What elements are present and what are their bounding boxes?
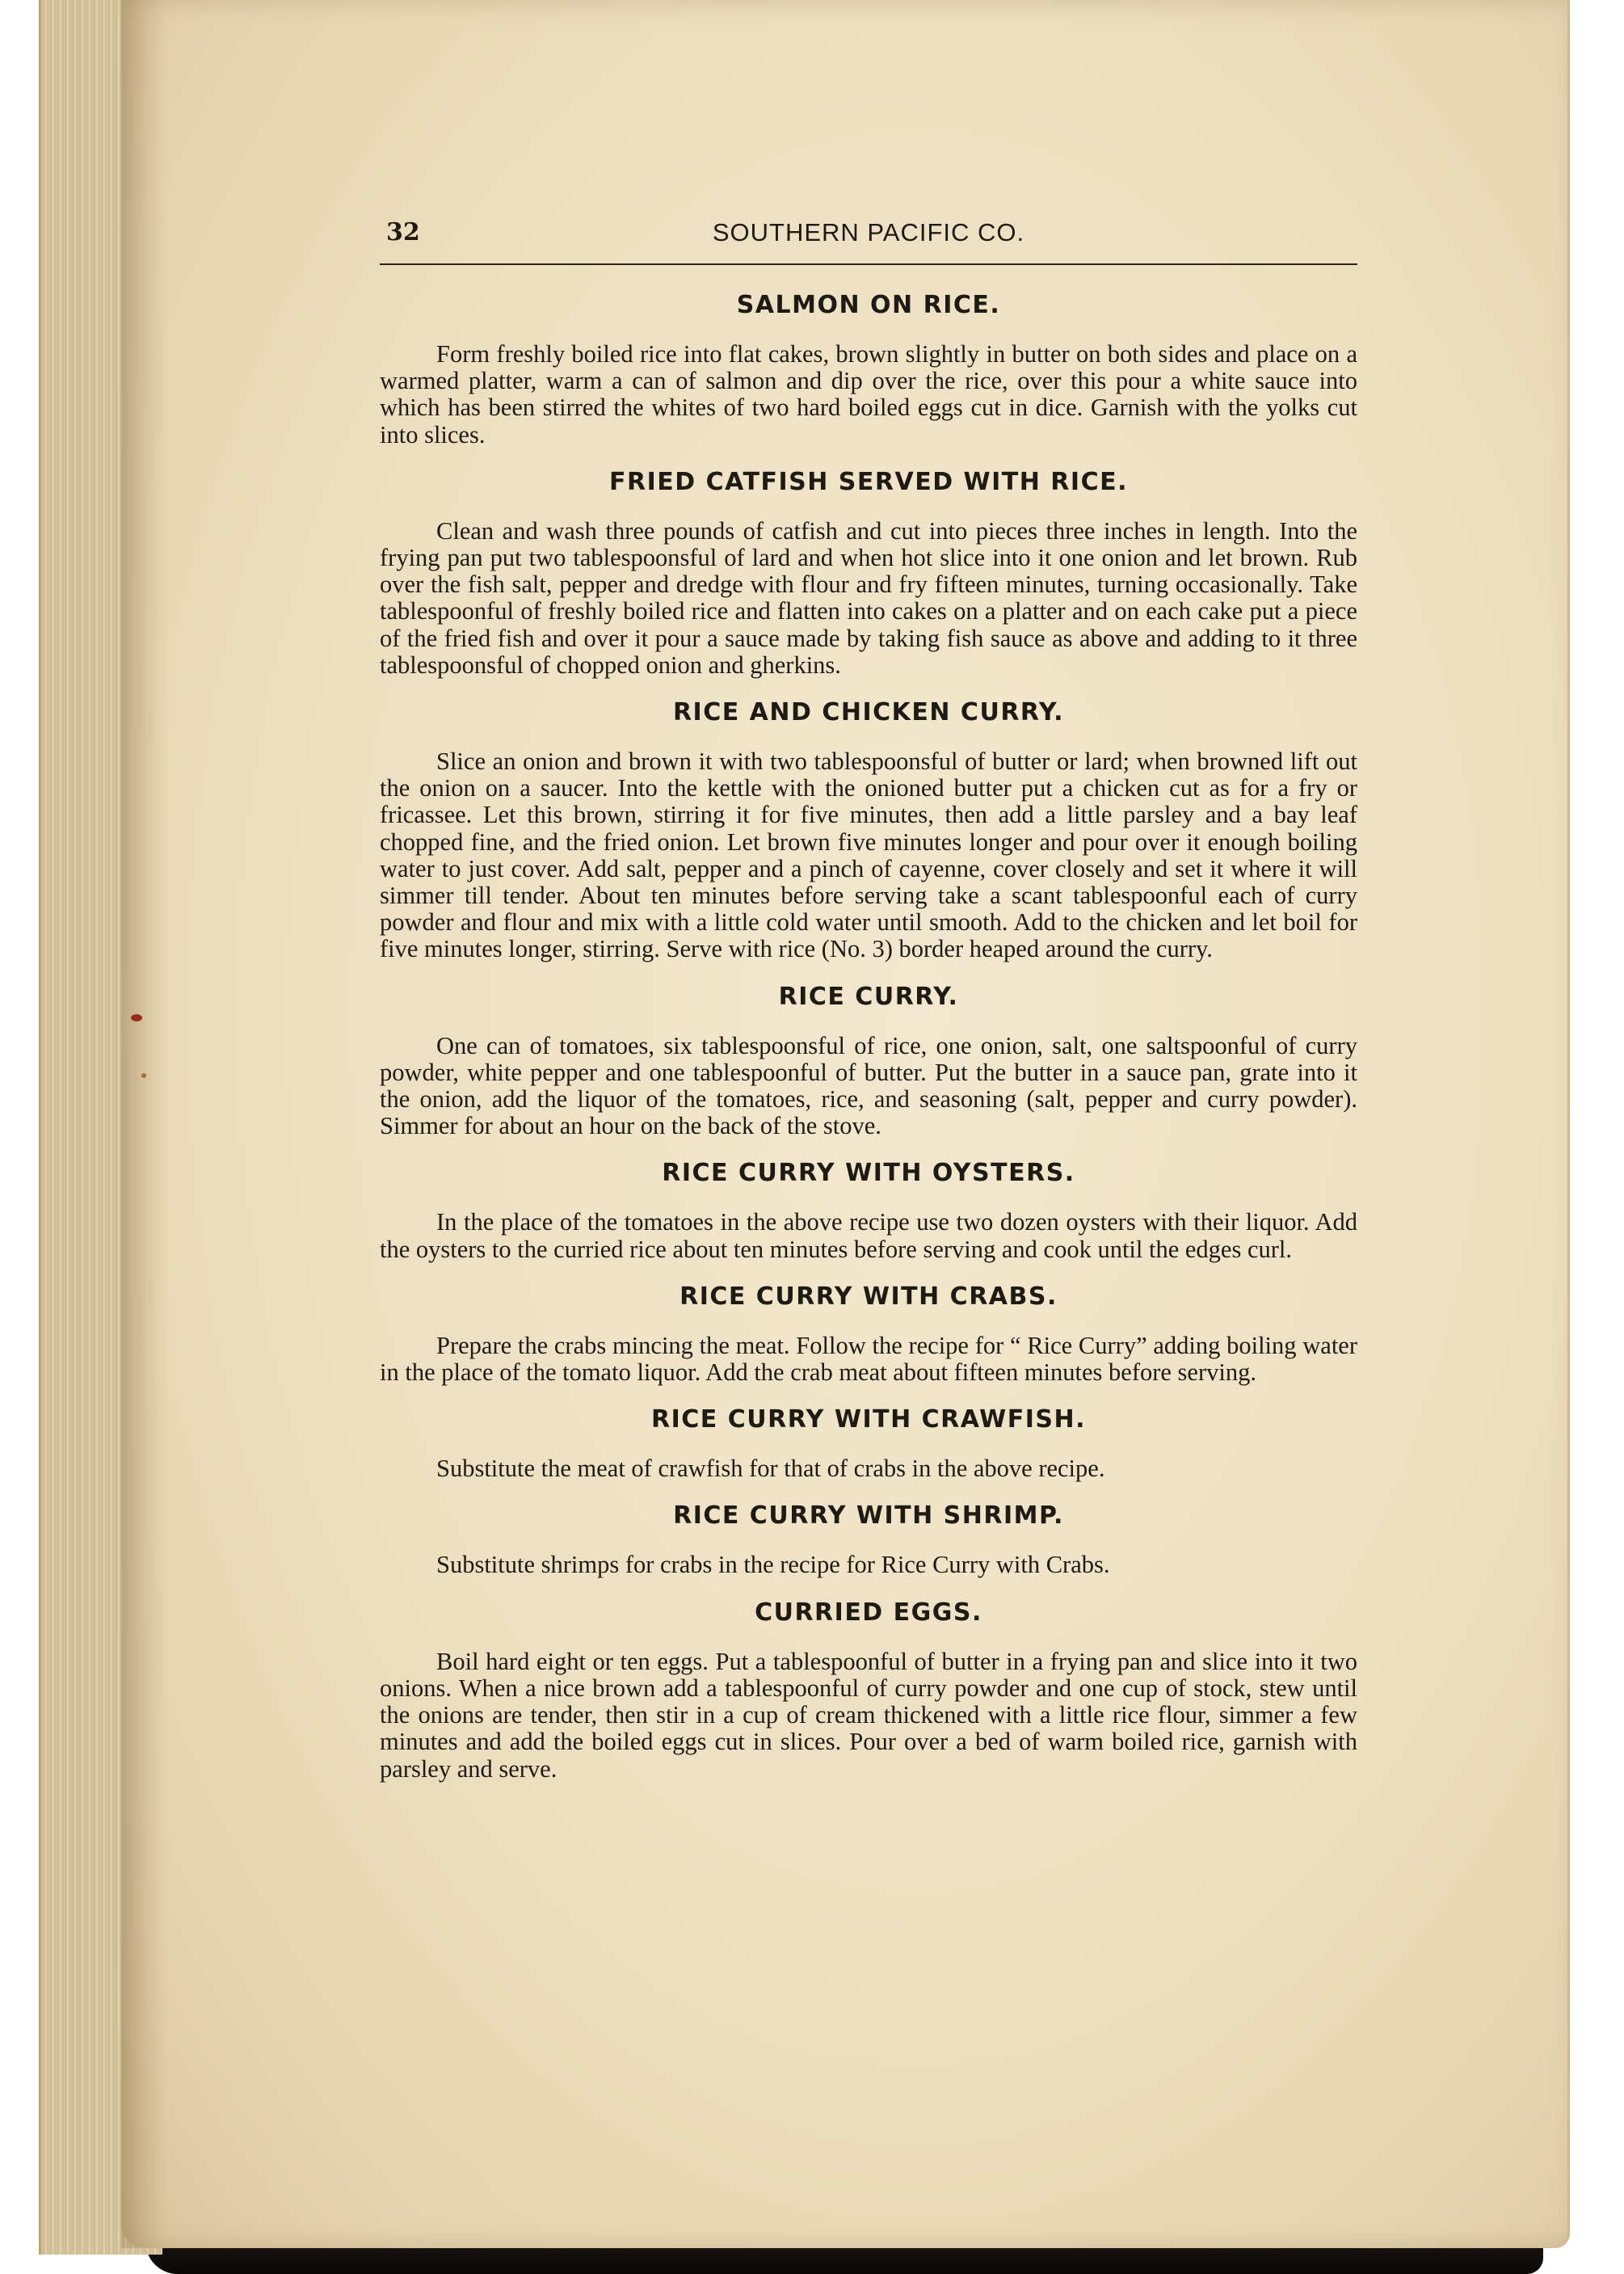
recipe-text: Form freshly boiled rice into flat cakes, brown slightly in butter on both sides and place on a warmed platter, warm a can of salmon and dip over the rice, over this pour a white sauce into which has been stirred the whites of two hard boiled eggs cut in dice. Garnish with the yolks cut into slices. xyxy=(380,340,1357,448)
recipe-rice-curry xyxy=(380,983,1357,1140)
recipe-title: RICE CURRY WITH CRABS. xyxy=(679,1282,1058,1311)
recipe-rice-curry-shrimp xyxy=(380,1501,1357,1578)
recipe-text: Clean and wash three pounds of catfish and cut into pieces three inches in length. Into the frying pan put two tablespoonsful of lard and when hot slice into it one onion and let brown. Rub over the fish salt, pepper and dredge with flour and fry fifteen minutes, turning occasionally. Take tablespoonful of freshly boiled rice and flatten into cakes on a platter and on each cake put a piece of the fried fish and over it pour a sauce made by taking fish sauce as above and adding to it three tablespoonsful of chopped onion and gherkins. xyxy=(380,516,1357,679)
running-head: SOUTHERN PACIFIC CO. xyxy=(712,218,1025,246)
recipe-rice-curry-oysters xyxy=(380,1159,1357,1262)
recipe-text: One can of tomatoes, six tablespoonsful of rice, one onion, salt, one saltspoonful of curry powder, white pepper and one tablespoonful of butter. Put the butter in a sauce pan, grate into it the onion, add the liquor of the tomatoes, rice, and seasoning (salt, pepper and curry powder). Simmer for about an hour on the back of the stove. xyxy=(380,1031,1357,1140)
recipe-title: RICE AND CHICKEN CURRY. xyxy=(672,698,1065,727)
recipe-text: Substitute shrimps for crabs in the recipe for Rice Curry with Crabs. xyxy=(436,1551,1110,1579)
recipe-title: CURRIED EGGS. xyxy=(755,1598,982,1627)
recipe-title: RICE CURRY WITH CRAWFISH. xyxy=(651,1405,1086,1434)
page-header xyxy=(380,218,1357,267)
recipe-title: RICE CURRY WITH OYSTERS. xyxy=(662,1159,1075,1188)
recipe-text: Slice an onion and brown it with two tablespoonsful of butter or lard; when browned lift out the onion on a saucer. Into the kettle with the onioned butter put a chicken cut as for a fry or fricassee. Let this brown, stirring it for five minutes, then add a little parsley and a bay leaf chopped fine, and the fried onion. Let brown five minutes longer and pour over it enough boiling water to just cover. Add salt, pepper and a pinch of cayenne, cover closely and set it where it will simmer till tender. About ten minutes before serving take a scant tablespoonful each of curry powder and flour and mix with a little cold water until smooth. Add to the chicken and let boil for five minutes longer, stirring. Serve with rice (No. 3) border heaped around the curry. xyxy=(380,747,1357,963)
recipe-text: In the place of the tomatoes in the above recipe use two dozen oysters with their liquor. Add the oysters to the curried rice about ten minutes before serving and cook until the edges curl. xyxy=(380,1208,1357,1263)
recipe-text: Prepare the crabs mincing the meat. Follow the recipe for “ Rice Curry” adding boiling water in the place of the tomato liquor. Add the crab meat about fifteen minutes before serving. xyxy=(380,1331,1357,1387)
recipe-salmon-on-rice xyxy=(380,291,1357,448)
recipe-fried-catfish xyxy=(380,468,1357,679)
recipe-rice-curry-crabs xyxy=(380,1282,1357,1386)
recipe-title: FRIED CATFISH SERVED WITH RICE. xyxy=(609,467,1128,496)
page-number: 32 xyxy=(386,218,420,246)
recipe-title: SALMON ON RICE. xyxy=(736,291,1001,319)
recipe-list xyxy=(380,273,1357,1802)
red-stain-small xyxy=(141,1073,146,1078)
red-stain xyxy=(131,1014,142,1021)
recipe-title: RICE CURRY. xyxy=(778,982,959,1011)
recipe-title: RICE CURRY WITH SHRIMP. xyxy=(673,1501,1064,1531)
recipe-text: Boil hard eight or ten eggs. Put a tablespoonful of butter in a frying pan and slice into it two onions. When a nice brown add a tablespoonful of curry powder and one cup of stock, stew until the onions are tender, then stir in a cup of cream thickened with a little rice flour, simmer a few minutes and add the boiled eggs cut in slices. Pour over a bed of warm boiled rice, garnish with parsley and serve. xyxy=(380,1647,1357,1783)
header-rule xyxy=(380,263,1357,265)
recipe-text: Substitute the meat of crawfish for that of crabs in the above recipe. xyxy=(436,1455,1105,1483)
recipe-curried-eggs xyxy=(380,1598,1357,1783)
recipe-rice-curry-crawfish xyxy=(380,1405,1357,1482)
spine-shade xyxy=(121,0,170,2248)
recipe-rice-and-chicken-curry xyxy=(380,698,1357,963)
